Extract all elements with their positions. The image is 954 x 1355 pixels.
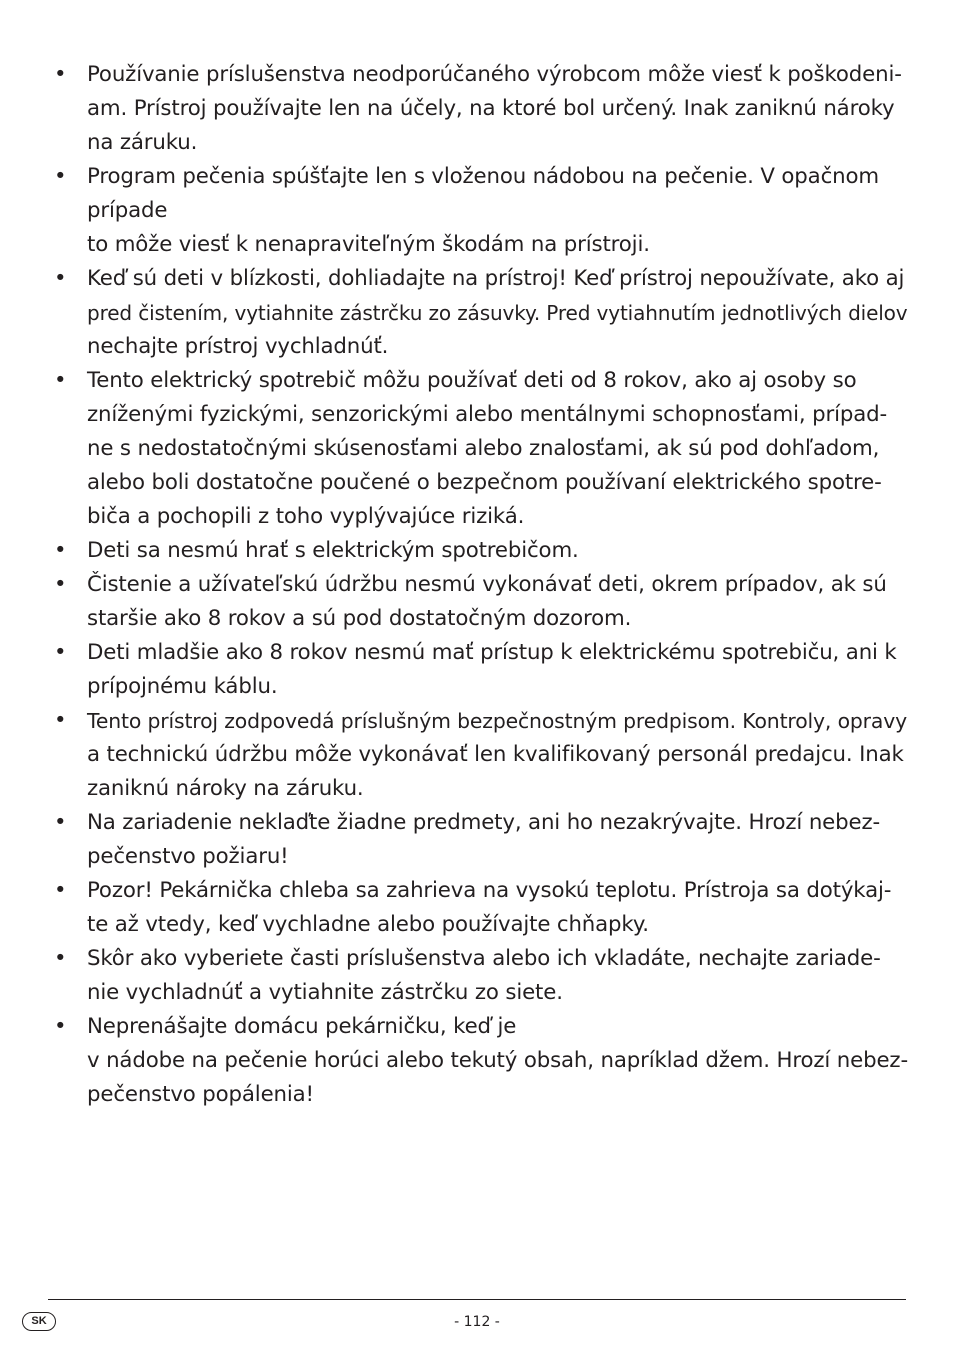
list-item-line: Program pečenia spúšťajte len s vloženou nádobou na pečenie. V opačnom (87, 164, 879, 189)
list-item-line: pred čistením, vytiahnite zástrčku zo zásuvky. Pred vytiahnutím jednotlivých dielov (87, 301, 908, 325)
list-item-line: na záruku. (87, 130, 198, 155)
list-item-line: Čistenie a užívateľskú údržbu nesmú vykonávať deti, okrem prípadov, ak sú (87, 572, 887, 597)
list-item-line: Tento prístroj zodpovedá príslušným bezpečnostným predpisom. Kontroly, opravy (87, 709, 908, 733)
list-item-line: Deti sa nesmú hrať s elektrickým spotrebičom. (87, 538, 579, 563)
list-item-line: Deti mladšie ako 8 rokov nesmú mať prístup k elektrickému spotrebiču, ani k (87, 640, 897, 665)
bullet-icon: • (54, 640, 67, 665)
bullet-icon: • (54, 368, 67, 393)
safety-bullet-list (50, 58, 908, 1112)
bullet-icon: • (54, 572, 67, 597)
list-item (50, 636, 908, 704)
list-item (50, 262, 908, 364)
bullet-icon: • (54, 164, 67, 189)
bullet-icon: • (54, 1014, 67, 1039)
list-item-line: pečenstvo popálenia! (87, 1082, 314, 1107)
list-item (50, 568, 908, 636)
list-item-line: to môže viesť k nenapraviteľným škodám na prístroji. (87, 232, 650, 257)
list-item-line: te až vtedy, keď vychladne alebo používajte chňapky. (87, 912, 649, 937)
list-item-line: am. Prístroj používajte len na účely, na ktoré bol určený. Inak zaniknú nároky (87, 96, 895, 121)
list-item (50, 364, 908, 534)
footer-divider (48, 1299, 906, 1300)
list-item-line: v nádobe na pečenie horúci alebo tekutý obsah, napríklad džem. Hrozí nebez- (87, 1048, 908, 1073)
list-item-line: Pozor! Pekárnička chleba sa zahrieva na vysokú teplotu. Prístroja sa dotýkaj- (87, 878, 892, 903)
list-item (50, 942, 908, 1010)
page-content (50, 58, 908, 1112)
list-item (50, 806, 908, 874)
list-item-line: Keď sú deti v blízkosti, dohliadajte na prístroj! Keď prístroj nepoužívate, ako aj (87, 266, 905, 291)
list-item (50, 874, 908, 942)
list-item-line: Tento elektrický spotrebič môžu používať deti od 8 rokov, ako aj osoby so (87, 368, 857, 393)
list-item (50, 160, 908, 262)
list-item-line: Neprenášajte domácu pekárničku, keď je (87, 1014, 517, 1039)
list-item-line: nie vychladnúť a vytiahnite zástrčku zo siete. (87, 980, 563, 1005)
page-number: - 112 - (454, 1314, 500, 1330)
list-item (50, 1010, 908, 1112)
list-item-line: alebo boli dostatočne poučené o bezpečnom používaní elektrického spotre- (87, 470, 882, 495)
bullet-icon: • (54, 538, 67, 563)
bullet-icon: • (54, 946, 67, 971)
bullet-icon: • (54, 708, 67, 733)
list-item-line: prípojnému káblu. (87, 674, 278, 699)
list-item-line: staršie ako 8 rokov a sú pod dostatočným dozorom. (87, 606, 632, 631)
list-item (50, 534, 908, 568)
language-badge: SK (22, 1312, 56, 1331)
list-item-line: Používanie príslušenstva neodporúčaného výrobcom môže viesť k poškodeni- (87, 62, 902, 87)
bullet-icon: • (54, 810, 67, 835)
list-item-line: Na zariadenie neklaďte žiadne predmety, ani ho nezakrývajte. Hrozí nebez- (87, 810, 881, 835)
list-item-line: ne s nedostatočnými skúsenosťami alebo znalosťami, ak sú pod dohľadom, (87, 436, 880, 461)
list-item-line: zaniknú nároky na záruku. (87, 776, 364, 801)
bullet-icon: • (54, 62, 67, 87)
list-item (50, 58, 908, 160)
bullet-icon: • (54, 266, 67, 291)
bullet-icon: • (54, 878, 67, 903)
list-item-line: zníženými fyzickými, senzorickými alebo mentálnymi schopnosťami, prípad- (87, 402, 888, 427)
list-item-line: a technickú údržbu môže vykonávať len kvalifikovaný personál predajcu. Inak (87, 742, 904, 767)
list-item-line: Skôr ako vyberiete časti príslušenstva alebo ich vkladáte, nechajte zariade- (87, 946, 881, 971)
list-item (50, 704, 908, 806)
list-item-line: pečenstvo požiaru! (87, 844, 289, 869)
list-item-line: prípade (87, 198, 168, 223)
list-item-line: biča a pochopili z toho vyplývajúce riziká. (87, 504, 525, 529)
list-item-line: nechajte prístroj vychladnúť. (87, 334, 389, 359)
